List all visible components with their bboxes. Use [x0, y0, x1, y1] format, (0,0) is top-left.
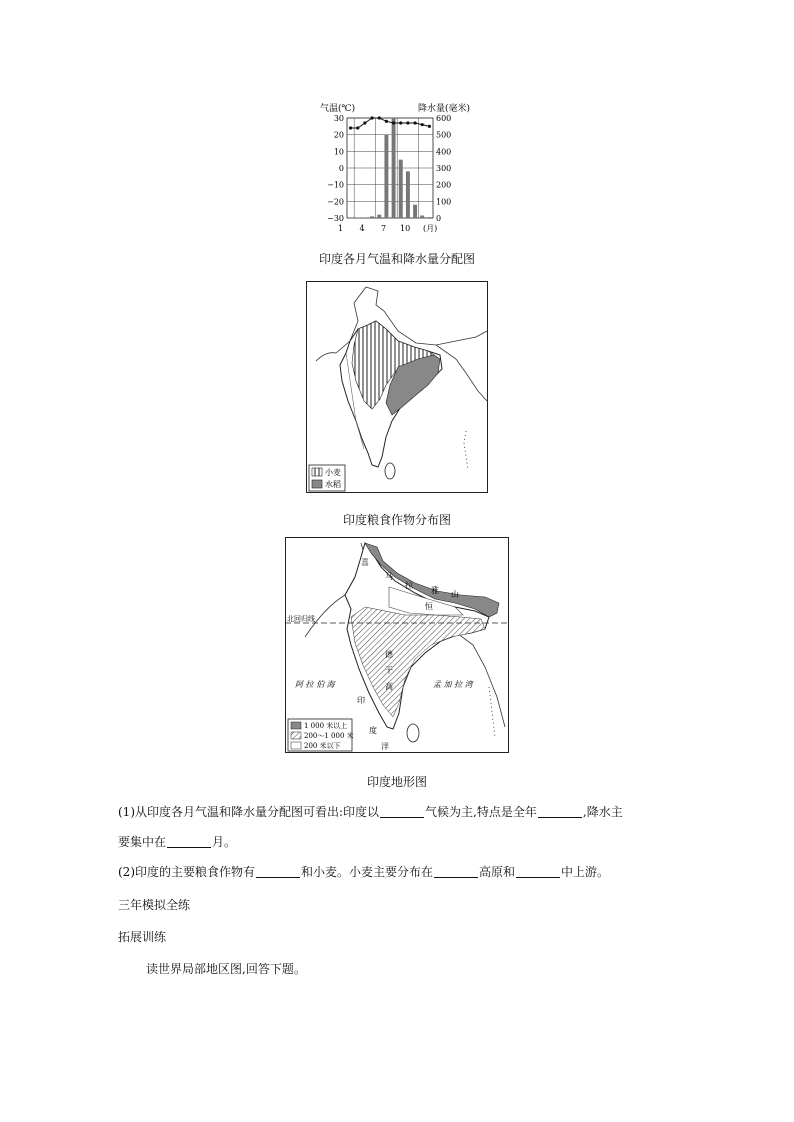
q1-blank-months[interactable]: [167, 835, 211, 848]
q1-blank-feature[interactable]: [538, 805, 582, 818]
x-tick: 10: [399, 224, 411, 233]
temperature-polyline: [351, 118, 430, 128]
label-ocean1: 印: [357, 696, 365, 705]
label-hp3: 高: [385, 682, 393, 691]
question-1-line-1: [118, 804, 623, 820]
q1-blank-climate[interactable]: [380, 805, 424, 818]
y-left-tick: 0: [338, 164, 344, 173]
legend-wheat-label: 小麦: [325, 468, 341, 477]
q1-text-c: ,降水主: [582, 805, 623, 819]
precip-bar: [406, 171, 410, 218]
section-heading-1: 三年模拟全练: [118, 898, 191, 912]
legend-high: 1 000 米以上: [304, 722, 348, 730]
precip-bar: [413, 205, 417, 218]
precip-bar: [420, 216, 424, 219]
label-him2: 马: [385, 572, 393, 581]
temperature-point: [413, 121, 416, 124]
temperature-point: [363, 121, 366, 124]
terrain-map-caption: 印度地形图: [366, 775, 427, 789]
label-him1: 喜: [361, 558, 369, 567]
crops-map: [306, 281, 488, 493]
y-right-tick: 600: [436, 114, 452, 123]
q1-text-a: (1)从印度各月气温和降水量分配图可看出:印度以: [118, 805, 380, 819]
climate-chart: [315, 100, 475, 236]
question-1-line-2: [118, 834, 236, 850]
section-heading-2: 拓展训练: [118, 930, 167, 944]
exercise-prompt: 读世界局部地区图,回答下题。: [146, 962, 306, 976]
question-2: [118, 864, 609, 880]
x-tick: 4: [359, 224, 365, 233]
q1-text-d: 要集中在: [118, 835, 167, 849]
legend-mid: 200～1 000 米: [304, 732, 354, 740]
legend-low: 200 米以下: [304, 742, 341, 750]
terrain-map: [285, 537, 509, 753]
crops-map-caption: 印度粮食作物分布图: [342, 513, 451, 527]
temperature-point: [349, 126, 352, 129]
q2-text-b: 和小麦。小麦主要分布在: [301, 865, 434, 879]
label-him3: 拉: [405, 581, 413, 590]
x-tick: 7: [381, 224, 387, 233]
label-arabian-sea: 阿 拉 伯 海: [295, 680, 335, 689]
y-left-tick: 20: [333, 130, 344, 140]
y-left-ticks: [327, 114, 344, 223]
temperature-point: [421, 123, 424, 126]
q2-blank-plateau[interactable]: [434, 865, 478, 878]
label-ocean2: 度: [369, 726, 377, 735]
chart-grid: [347, 118, 433, 218]
x-ticks: [338, 224, 410, 233]
precip-bar: [427, 217, 431, 218]
q2-blank-crop[interactable]: [256, 865, 300, 878]
y-right-tick: 0: [436, 214, 442, 223]
q2-text-c: 高原和: [479, 865, 516, 879]
label-him5: 山: [451, 590, 459, 599]
chart-caption: 印度各月气温和降水量分配图: [318, 252, 475, 266]
y-left-tick: 10: [333, 147, 344, 157]
temperature-point: [370, 116, 373, 119]
label-hp1: 德: [385, 650, 393, 659]
y-right-tick: 200: [436, 180, 452, 190]
temperature-point: [378, 116, 381, 119]
q2-text-a: (2)印度的主要粮食作物有: [118, 865, 255, 879]
temperature-point: [356, 126, 359, 129]
temperature-point: [385, 120, 388, 123]
y-right-label: 降水量(毫米): [418, 104, 471, 114]
temperature-point: [399, 121, 402, 124]
temperature-point: [428, 125, 431, 128]
label-ganges: 恒: [425, 602, 433, 611]
q1-text-e: 月。: [212, 835, 237, 849]
label-tropic: 北回归线: [287, 615, 315, 623]
precip-bar: [384, 135, 388, 218]
q2-text-d: 中上游。: [561, 865, 610, 879]
y-left-tick: −30: [327, 214, 344, 223]
y-right-ticks: [436, 114, 451, 223]
label-hp2: 干: [385, 666, 393, 675]
temperature-point: [406, 121, 409, 124]
label-him4: 雅: [431, 586, 439, 595]
temperature-point: [392, 121, 395, 124]
legend-rice-label: 水稻: [325, 480, 341, 489]
y-left-tick: 30: [333, 114, 344, 123]
q1-text-b: 气候为主,特点是全年: [425, 805, 537, 819]
q2-blank-river[interactable]: [516, 865, 560, 878]
precip-bar: [377, 215, 381, 218]
label-ocean3: 洋: [381, 742, 389, 751]
x-unit-label: (月): [423, 224, 438, 233]
x-tick: 1: [338, 224, 344, 233]
y-left-tick: −20: [327, 197, 344, 207]
y-right-tick: 300: [436, 164, 452, 173]
label-bay-of-bengal: 孟 加 拉 湾: [433, 680, 473, 689]
y-left-tick: −10: [327, 180, 344, 190]
y-right-tick: 400: [436, 147, 452, 157]
precip-bar: [392, 118, 396, 218]
precip-bar: [370, 216, 374, 218]
y-right-tick: 100: [436, 197, 452, 207]
precip-bar: [399, 160, 403, 218]
y-right-tick: 500: [436, 130, 452, 140]
y-left-label: 气温(℃): [320, 104, 356, 114]
